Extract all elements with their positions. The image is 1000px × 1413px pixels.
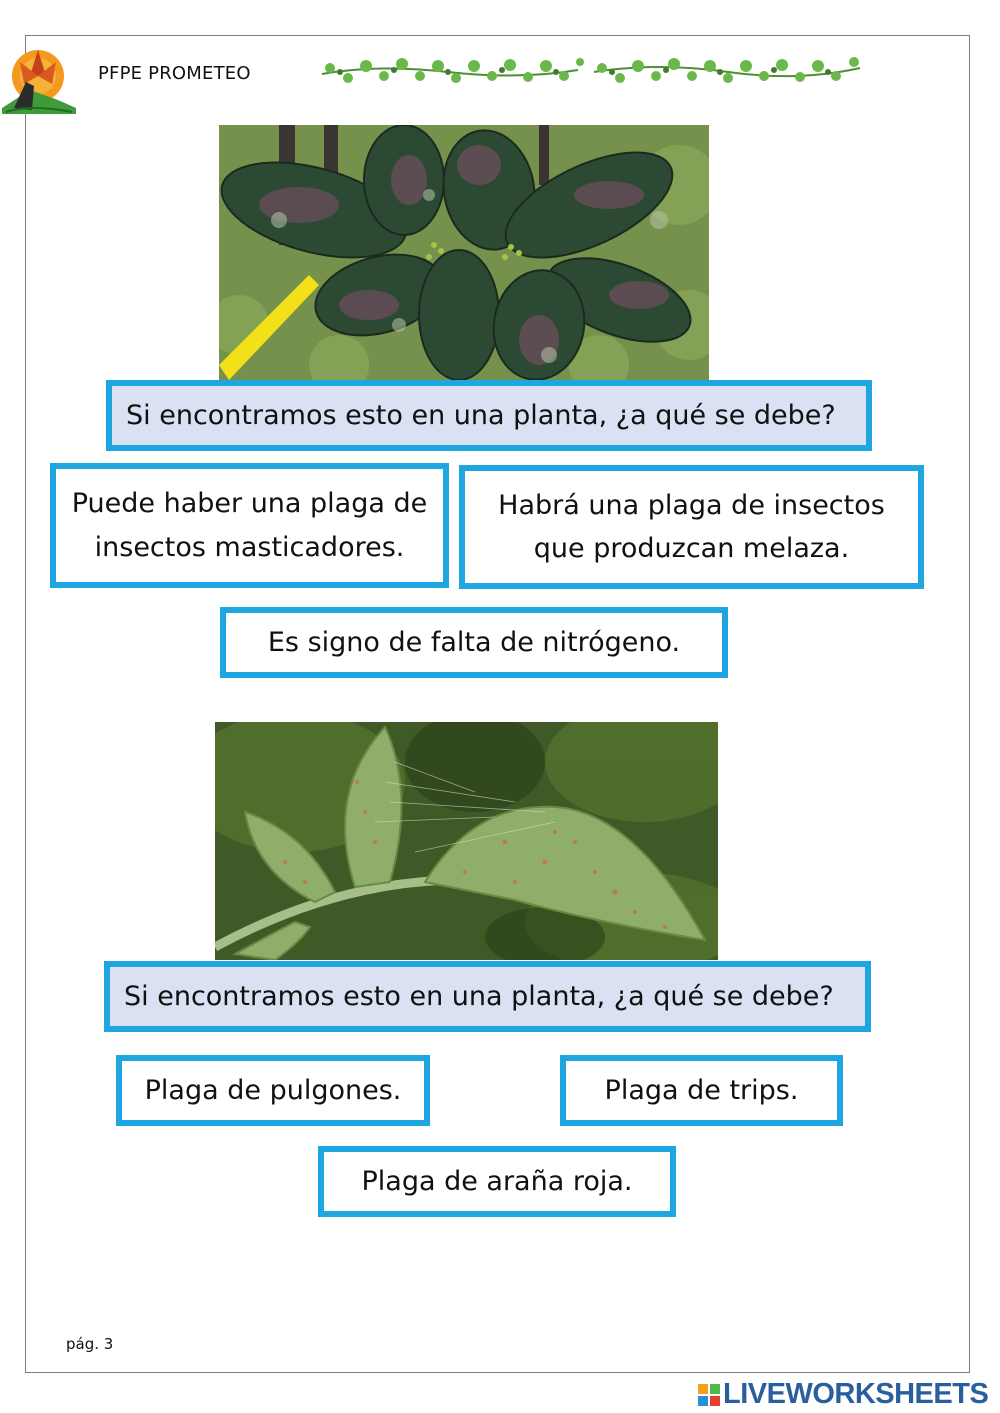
option-honeydew-insects[interactable]: Habrá una plaga de insectos que produzcan melaza. <box>459 465 924 589</box>
school-logo <box>0 38 78 118</box>
spider-mite-leaf-photo <box>215 722 718 960</box>
option-thrips[interactable]: Plaga de trips. <box>560 1055 843 1126</box>
option-chewing-insects[interactable]: Puede haber una plaga de insectos masticadores. <box>50 463 449 588</box>
header-title: PFPE PROMETEO <box>98 63 251 84</box>
option-nitrogen-deficiency[interactable]: Es signo de falta de nitrógeno. <box>220 607 728 678</box>
page-number: pág. 3 <box>66 1335 114 1353</box>
question-2: Si encontramos esto en una planta, ¿a qué se debe? <box>104 961 871 1032</box>
liveworksheets-brand[interactable] <box>698 1378 988 1411</box>
liveworksheets-logo-icon <box>698 1384 720 1406</box>
aphid-leaves-photo <box>219 125 709 380</box>
brand-name: LIVEWORKSHEETS <box>723 1378 989 1410</box>
question-1: Si encontramos esto en una planta, ¿a qué se debe? <box>106 380 872 451</box>
option-red-spider-mite[interactable]: Plaga de araña roja. <box>318 1146 676 1217</box>
vine-decoration <box>318 50 868 90</box>
option-aphids[interactable]: Plaga de pulgones. <box>116 1055 430 1126</box>
